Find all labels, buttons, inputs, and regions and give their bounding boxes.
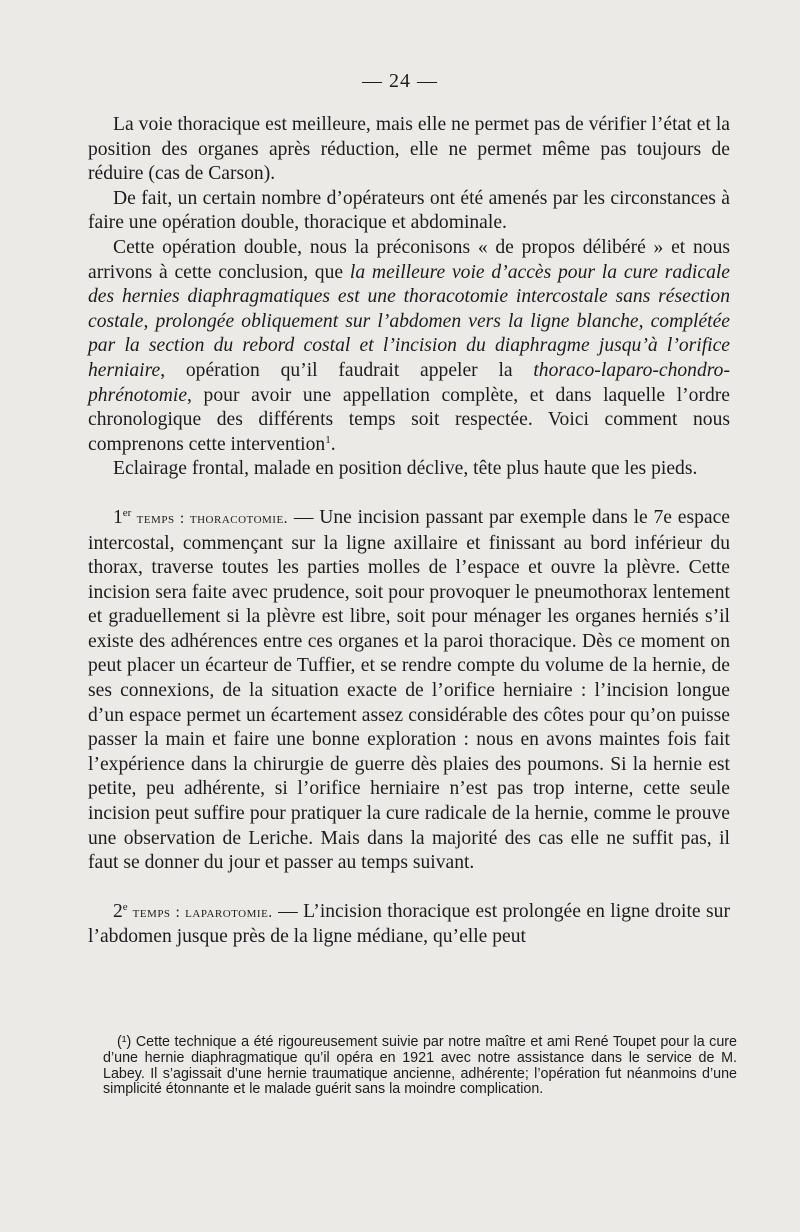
footnote — [103, 1035, 737, 1098]
section-1-text: — Une incision passant par exemple dans le 7e espace intercostal, commençant sur la ligne axillaire et finissant au bord inférieur du thorax, traverse toutes les parties molles de l’espace et ouvre la plèvre. Cette incision sera faite avec prudence, soit pour provoquer le pneumothorax lentement et graduellement si la plèvre est libre, soit pour ménager les organes herniés s’il existe des adhérences entre ces organes et la paroi thoracique. Dès ce moment on peut placer un écarteur de Tuffier, et se rendre compte du volume de la hernie, de ses connexions, de la situation exacte de l’orifice herniaire : l’incision longue d’un espace permet un écartement assez considérable des côtes pour qu’on puisse passer la main et faire une bonne exploration : nous en avons maintes fois fait l’expérience dans la chirurgie de guerre dès plaies des poumons. Si la hernie est petite, peu adhérente, si l’orifice herniaire n’est pas trop interne, cette seule incision peut suffire pour pratiquer la cure radicale de la hernie, comme le prouve une observation de Leriche. Mais dans la majorité des cas elle ne suffit pas, il faut se donner du jour et passer au temps suivant. — [88, 506, 730, 874]
paragraph-1: La voie thoracique est meilleure, mais elle ne permet pas de vérifier l’état et la position des organes après réduction, elle ne permet même pas toujours de réduire (cas de Carson). — [88, 114, 730, 185]
paragraph-3-text-a: Cette opération double, nous la préconisons « de propos délibéré » et nous arrivons à cette conclusion, que — [88, 236, 730, 283]
section-2-number: 2 — [113, 900, 123, 922]
section-thoracotomie — [88, 506, 730, 876]
section-2-ordinal: e — [122, 900, 128, 913]
section-1-ordinal: er — [122, 506, 132, 519]
footnote-paragraph — [103, 1035, 737, 1098]
paragraph-3-italic-term: thoraco-laparo-chondro-phrénotomie — [88, 359, 730, 406]
paragraph-3-text-c: , pour avoir une appellation complète, et dans laquelle l’ordre chronologique des différents temps soit respectée. Voici comment nous comprenons cette intervention — [88, 384, 730, 455]
paragraph-3 — [88, 236, 730, 457]
section-2-text: — L’incision thoracique est prolongée en ligne droite sur l’abdomen jusque près de la ligne médiane, qu’elle peut — [88, 900, 730, 948]
section-1-heading: temps : thoracotomie. — [131, 509, 289, 527]
footnote-reference: 1 — [325, 433, 331, 446]
section-laparotomie — [88, 900, 730, 950]
paragraph-3-italic-conclusion: la meilleure voie d’accès pour la cure radicale des hernies diaphragmatiques est une thoracotomie intercostale sans résection costale, prolongée obliquement sur l’abdomen vers la ligne blanche, complétée par la section du rebord costal et l’incision du diaphragme jusqu’à l’orifice herniaire — [88, 261, 731, 381]
body-text — [88, 113, 730, 950]
footnote-text: Cette technique a été rigoureusement suivie par notre maître et ami René Toupet pour la cure d’une hernie diaphragmatique qu’il opéra en 1921 avec notre assistance dans le service de M. Labey. Il s’agissait d’une hernie traumatique ancienne, adhérente; l’opération fut néanmoins d’une simplicité étonnante et le malade guérit sans la moindre complication. — [103, 1034, 737, 1098]
paragraph-4: Eclairage frontal, malade en position déclive, tête plus haute que les pieds. — [113, 458, 698, 480]
section-2-heading: temps : laparotomie. — [127, 903, 273, 921]
paragraph-3-text-d: . — [330, 433, 336, 455]
page-number: — 24 — — [362, 70, 438, 92]
section-1-number: 1 — [113, 506, 123, 528]
paragraph-2: De fait, un certain nombre d’opérateurs ont été amenés par les circonstances à faire une opération double, thoracique et abdominale. — [88, 187, 730, 234]
footnote-marker: (¹) — [117, 1034, 132, 1050]
paragraph-3-text-b: , opération qu’il faudrait appeler la — [160, 359, 534, 381]
